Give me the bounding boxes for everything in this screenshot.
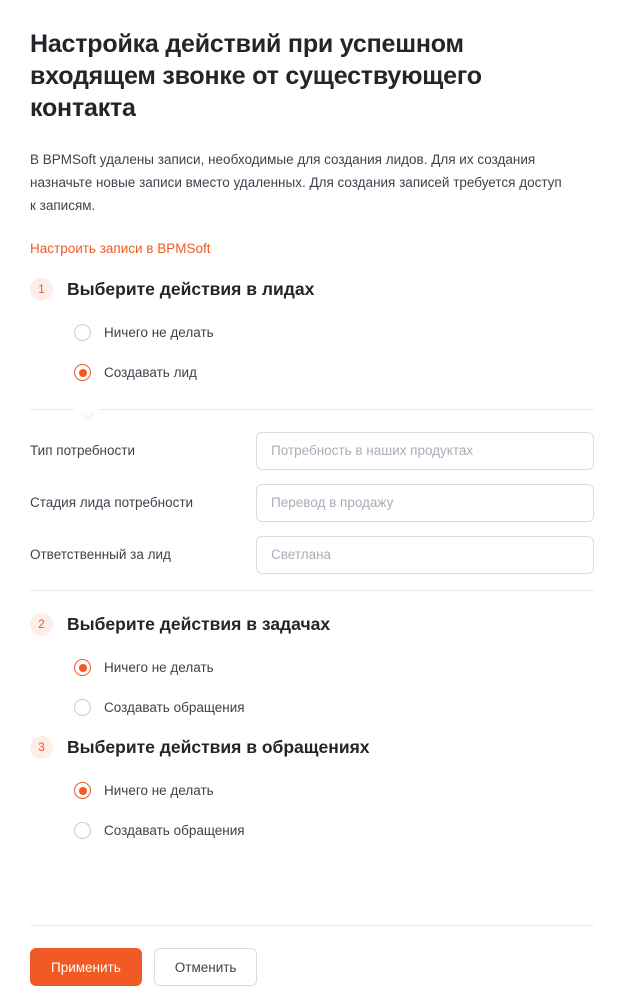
step-number-2: 2: [30, 613, 53, 636]
field-lead-owner: [30, 536, 594, 574]
radio-icon-selected[interactable]: [74, 782, 91, 799]
radio-option-tasks-create[interactable]: [74, 688, 594, 728]
lead-stage-input[interactable]: [256, 484, 594, 522]
radio-label: Создавать лид: [104, 365, 197, 381]
field-label: Тип потребности: [30, 443, 135, 459]
step-number-1: 1: [30, 278, 53, 301]
radio-icon-selected[interactable]: [74, 659, 91, 676]
radio-label: Ничего не делать: [104, 783, 214, 799]
step-title-2: Выберите действия в задачах: [67, 613, 331, 634]
radio-icon[interactable]: [74, 822, 91, 839]
need-type-input[interactable]: [256, 432, 594, 470]
radio-icon[interactable]: [74, 699, 91, 716]
apply-button[interactable]: Применить: [30, 948, 142, 986]
radio-option-cases-create[interactable]: [74, 811, 594, 851]
radio-group-leads: [74, 313, 594, 393]
step-title-1: Выберите действия в лидах: [67, 278, 315, 299]
step-header-2: [30, 613, 594, 636]
radio-option-leads-create[interactable]: [74, 353, 594, 393]
radio-label: Создавать обращения: [104, 823, 245, 839]
step-number-3: 3: [30, 736, 53, 759]
page-title: Настройка действий при успешном входящем звонке от существующего контакта: [30, 30, 482, 122]
field-label: Ответственный за лид: [30, 547, 171, 563]
lead-owner-input[interactable]: [256, 536, 594, 574]
intro-text: В BPMSoft удалены записи, необходимые для создания лидов. Для их создания назначьте новые записи вместо удаленных. Для создания записей требуется доступ к записям.: [30, 152, 562, 214]
field-need-type: [30, 432, 594, 470]
button-row: [30, 948, 594, 986]
cancel-button[interactable]: Отменить: [154, 948, 258, 986]
radio-label: Ничего не делать: [104, 325, 214, 341]
divider-after-fields: [30, 590, 594, 591]
radio-option-leads-none[interactable]: [74, 313, 594, 353]
radio-icon[interactable]: [74, 324, 91, 341]
step-header-3: [30, 736, 594, 759]
radio-icon-selected[interactable]: [74, 364, 91, 381]
divider-after-leads: [30, 409, 594, 410]
field-label: Стадия лида потребности: [30, 495, 194, 511]
dialog-footer: [0, 925, 624, 1008]
radio-option-cases-none[interactable]: [74, 771, 594, 811]
configure-records-link[interactable]: Настроить записи в BPMSoft: [30, 240, 211, 256]
radio-label: Создавать обращения: [104, 700, 245, 716]
step-header-1: [30, 278, 594, 301]
radio-option-tasks-none[interactable]: [74, 648, 594, 688]
radio-label: Ничего не делать: [104, 660, 214, 676]
spacer: [30, 728, 594, 736]
field-lead-stage: [30, 484, 594, 522]
footer-divider: [30, 925, 594, 926]
radio-group-cases: [74, 771, 594, 851]
step-title-3: Выберите действия в обращениях: [67, 736, 370, 757]
radio-group-tasks: [74, 648, 594, 728]
